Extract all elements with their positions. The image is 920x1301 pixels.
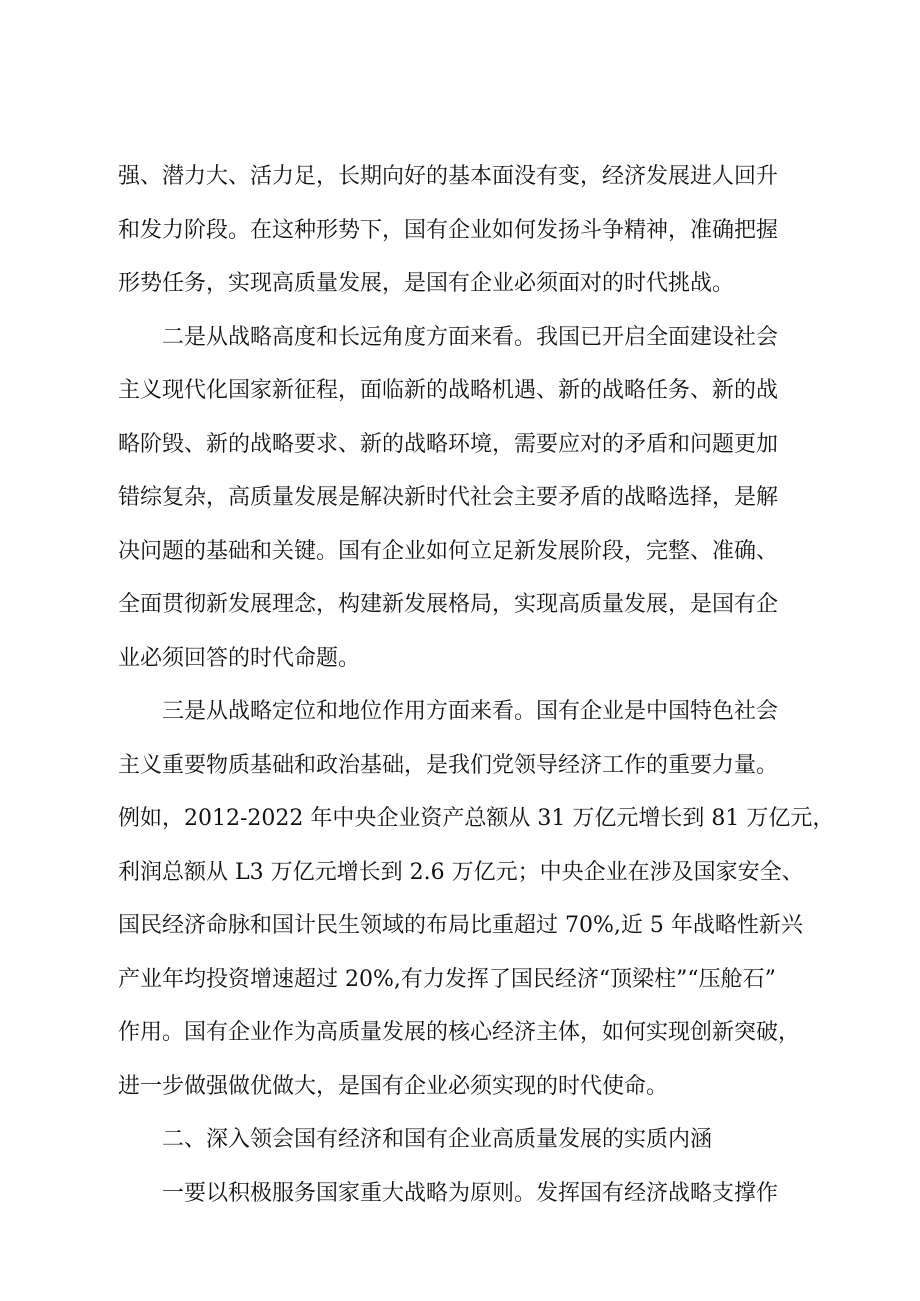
body-line: 错综复杂，高质量发展是解决新时代社会主要矛盾的战略选择，是解 — [118, 485, 779, 510]
body-line: 进一步做强做优做大，是国有企业必须实现的时代使命。 — [118, 1074, 669, 1099]
body-line: 略阶毁、新的战略要求、新的战略环境，需要应对的矛盾和问题更加 — [118, 432, 779, 457]
paragraph-start-line: 三是从战略定位和地位作用方面来看。国有企业是中国特色社会 — [162, 699, 779, 724]
body-line: 形势任务，实现高质量发展，是国有企业必须面对的时代挑战。 — [118, 271, 735, 296]
body-line: 主义现代化国家新征程，面临新的战略机遇、新的战略任务、新的战 — [118, 378, 779, 403]
body-line: 业必须回答的时代命题。 — [118, 646, 361, 671]
body-line: 国民经济命脉和国计民生领域的布局比重超过 70%,近 5 年战略性新兴 — [118, 913, 803, 938]
body-line: 决问题的基础和关键。国有企业如何立足新发展阶段，完整、准确、 — [118, 539, 779, 564]
section-heading: 二、深入领会国有经济和国有企业高质量发展的实质内涵 — [162, 1127, 713, 1152]
paragraph-start-line: 一要以积极服务国家重大战略为原则。发挥国有经济战略支撑作 — [162, 1181, 779, 1206]
body-line: 产业年均投资增速超过 20%,有力发挥了国民经济“顶梁柱”“压舱石” — [118, 967, 776, 992]
body-line: 例如，2012-2022 年中央企业资产总额从 31 万亿元增长到 81 万亿元， — [118, 806, 835, 831]
body-line: 作用。国有企业作为高质量发展的核心经济主体，如何实现创新突破， — [118, 1020, 801, 1045]
body-line: 主义重要物质基础和政治基础，是我们党领导经济工作的重要力量。 — [118, 753, 779, 778]
body-line: 强、潜力大、活力足，长期向好的基本面没有变，经济发展进人回升 — [118, 164, 779, 189]
body-line: 利润总额从 L3 万亿元增长到 2.6 万亿元；中央企业在涉及国家安全、 — [118, 860, 804, 885]
body-line: 全面贯彻新发展理念，构建新发展格局，实现高质量发展，是国有企 — [118, 592, 779, 617]
paragraph-start-line: 二是从战略高度和长远角度方面来看。我国已开启全面建设社会 — [162, 325, 779, 350]
body-line: 和发力阶段。在这种形势下，国有企业如何发扬斗争精神，准确把握 — [118, 218, 779, 243]
